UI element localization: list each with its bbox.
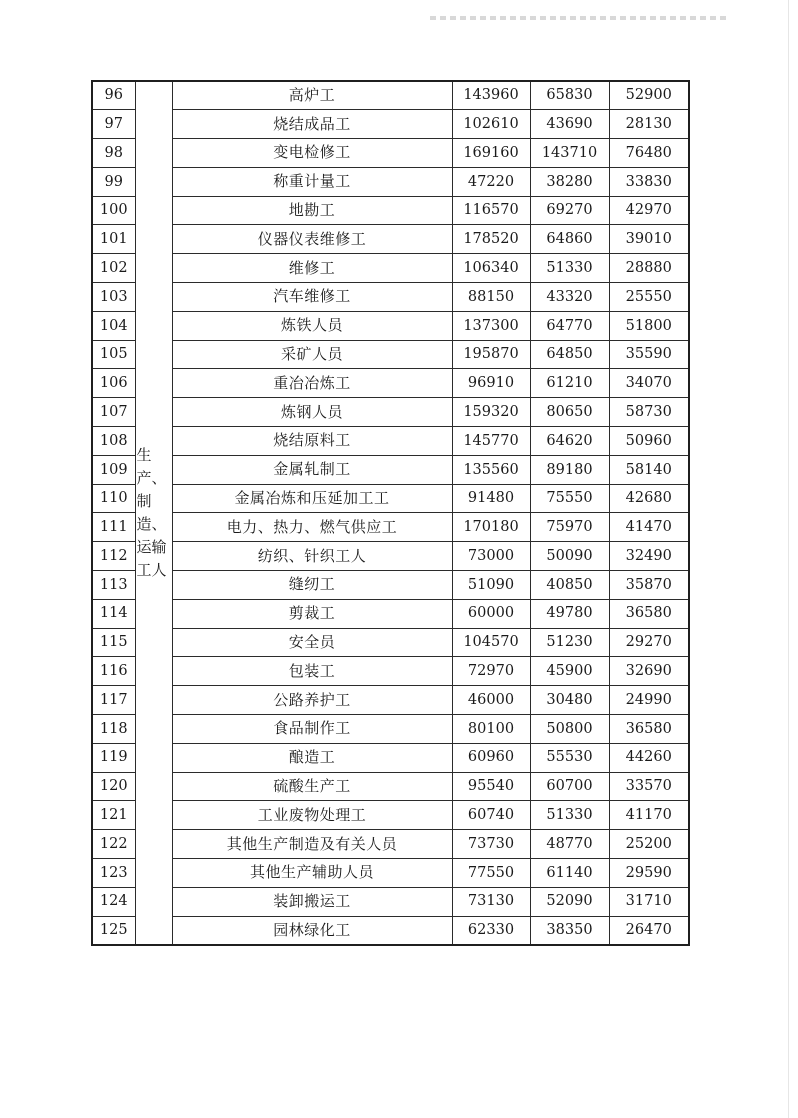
occupation-name: 园林绿化工 — [172, 916, 452, 945]
row-number: 104 — [92, 311, 135, 340]
value-col-1: 60740 — [452, 801, 530, 830]
occupation-name: 其他生产辅助人员 — [172, 859, 452, 888]
value-col-2: 69270 — [530, 196, 609, 225]
row-number: 121 — [92, 801, 135, 830]
value-col-3: 24990 — [609, 686, 689, 715]
value-col-2: 40850 — [530, 571, 609, 600]
occupation-name: 仪器仪表维修工 — [172, 225, 452, 254]
table-row — [92, 196, 689, 225]
value-col-2: 43690 — [530, 110, 609, 139]
table-row — [92, 110, 689, 139]
value-col-1: 104570 — [452, 628, 530, 657]
row-number: 124 — [92, 887, 135, 916]
occupation-name: 装卸搬运工 — [172, 887, 452, 916]
value-col-3: 35590 — [609, 340, 689, 369]
value-col-2: 143710 — [530, 139, 609, 168]
value-col-3: 33830 — [609, 167, 689, 196]
occupation-name: 酿造工 — [172, 743, 452, 772]
row-number: 111 — [92, 513, 135, 542]
value-col-2: 64850 — [530, 340, 609, 369]
occupation-name: 剪裁工 — [172, 599, 452, 628]
row-number: 99 — [92, 167, 135, 196]
occupation-name: 重冶冶炼工 — [172, 369, 452, 398]
value-col-1: 77550 — [452, 859, 530, 888]
value-col-2: 64860 — [530, 225, 609, 254]
value-col-3: 52900 — [609, 81, 689, 110]
row-number: 105 — [92, 340, 135, 369]
table-row — [92, 254, 689, 283]
occupation-name: 地勘工 — [172, 196, 452, 225]
table-row — [92, 225, 689, 254]
value-col-1: 178520 — [452, 225, 530, 254]
occupation-name: 电力、热力、燃气供应工 — [172, 513, 452, 542]
row-number: 118 — [92, 715, 135, 744]
value-col-3: 33570 — [609, 772, 689, 801]
occupation-name: 硫酸生产工 — [172, 772, 452, 801]
value-col-2: 64770 — [530, 311, 609, 340]
value-col-2: 43320 — [530, 283, 609, 312]
value-col-1: 159320 — [452, 398, 530, 427]
row-number: 108 — [92, 427, 135, 456]
row-number: 120 — [92, 772, 135, 801]
value-col-1: 88150 — [452, 283, 530, 312]
row-number: 103 — [92, 283, 135, 312]
row-number: 106 — [92, 369, 135, 398]
table-row — [92, 340, 689, 369]
row-number: 123 — [92, 859, 135, 888]
occupation-name: 工业废物处理工 — [172, 801, 452, 830]
value-col-1: 51090 — [452, 571, 530, 600]
table-row — [92, 801, 689, 830]
value-col-2: 45900 — [530, 657, 609, 686]
table-row — [92, 599, 689, 628]
value-col-1: 62330 — [452, 916, 530, 945]
occupation-name: 缝纫工 — [172, 571, 452, 600]
value-col-3: 29270 — [609, 628, 689, 657]
occupation-name: 称重计量工 — [172, 167, 452, 196]
value-col-1: 60000 — [452, 599, 530, 628]
value-col-1: 72970 — [452, 657, 530, 686]
table-row — [92, 513, 689, 542]
value-col-3: 26470 — [609, 916, 689, 945]
row-number: 115 — [92, 628, 135, 657]
value-col-1: 195870 — [452, 340, 530, 369]
row-number: 97 — [92, 110, 135, 139]
value-col-1: 73730 — [452, 830, 530, 859]
occupation-name: 炼铁人员 — [172, 311, 452, 340]
value-col-3: 44260 — [609, 743, 689, 772]
value-col-1: 116570 — [452, 196, 530, 225]
row-number: 117 — [92, 686, 135, 715]
table-row — [92, 571, 689, 600]
value-col-3: 36580 — [609, 599, 689, 628]
value-col-1: 60960 — [452, 743, 530, 772]
row-number: 102 — [92, 254, 135, 283]
value-col-3: 39010 — [609, 225, 689, 254]
table-row — [92, 455, 689, 484]
table-row — [92, 743, 689, 772]
header-scan-mark — [430, 16, 730, 20]
value-col-2: 75970 — [530, 513, 609, 542]
value-col-2: 51330 — [530, 801, 609, 830]
occupation-name: 包装工 — [172, 657, 452, 686]
value-col-3: 32490 — [609, 542, 689, 571]
value-col-2: 61210 — [530, 369, 609, 398]
value-col-2: 65830 — [530, 81, 609, 110]
page-edge — [788, 0, 789, 1118]
table-row — [92, 772, 689, 801]
table-row — [92, 887, 689, 916]
value-col-1: 96910 — [452, 369, 530, 398]
value-col-2: 75550 — [530, 484, 609, 513]
value-col-3: 42970 — [609, 196, 689, 225]
value-col-3: 41170 — [609, 801, 689, 830]
table-row — [92, 830, 689, 859]
value-col-1: 73000 — [452, 542, 530, 571]
table-row — [92, 81, 689, 110]
value-col-3: 25200 — [609, 830, 689, 859]
value-col-2: 89180 — [530, 455, 609, 484]
value-col-1: 145770 — [452, 427, 530, 456]
row-number: 112 — [92, 542, 135, 571]
table-row — [92, 484, 689, 513]
table-row — [92, 427, 689, 456]
value-col-2: 48770 — [530, 830, 609, 859]
value-col-2: 80650 — [530, 398, 609, 427]
table-row — [92, 686, 689, 715]
row-number: 107 — [92, 398, 135, 427]
row-number: 109 — [92, 455, 135, 484]
value-col-2: 51230 — [530, 628, 609, 657]
value-col-1: 47220 — [452, 167, 530, 196]
table-row — [92, 369, 689, 398]
table-row — [92, 715, 689, 744]
category-cell — [135, 81, 172, 945]
occupation-name: 纺织、针织工人 — [172, 542, 452, 571]
value-col-3: 35870 — [609, 571, 689, 600]
value-col-3: 28130 — [609, 110, 689, 139]
wage-table-body — [92, 81, 689, 945]
row-number: 114 — [92, 599, 135, 628]
occupation-name: 食品制作工 — [172, 715, 452, 744]
value-col-3: 58140 — [609, 455, 689, 484]
occupation-name: 其他生产制造及有关人员 — [172, 830, 452, 859]
row-number: 98 — [92, 139, 135, 168]
value-col-2: 61140 — [530, 859, 609, 888]
wage-table — [91, 80, 690, 946]
value-col-2: 55530 — [530, 743, 609, 772]
value-col-1: 106340 — [452, 254, 530, 283]
table-row — [92, 398, 689, 427]
row-number: 116 — [92, 657, 135, 686]
occupation-name: 金属冶炼和压延加工工 — [172, 484, 452, 513]
value-col-3: 50960 — [609, 427, 689, 456]
value-col-2: 49780 — [530, 599, 609, 628]
row-number: 100 — [92, 196, 135, 225]
value-col-1: 170180 — [452, 513, 530, 542]
occupation-name: 烧结原料工 — [172, 427, 452, 456]
value-col-1: 73130 — [452, 887, 530, 916]
value-col-3: 25550 — [609, 283, 689, 312]
occupation-name: 变电检修工 — [172, 139, 452, 168]
value-col-3: 31710 — [609, 887, 689, 916]
row-number: 122 — [92, 830, 135, 859]
value-col-3: 28880 — [609, 254, 689, 283]
table-row — [92, 628, 689, 657]
value-col-2: 52090 — [530, 887, 609, 916]
value-col-3: 42680 — [609, 484, 689, 513]
row-number: 125 — [92, 916, 135, 945]
table-row — [92, 311, 689, 340]
table-row — [92, 542, 689, 571]
value-col-3: 32690 — [609, 657, 689, 686]
value-col-2: 60700 — [530, 772, 609, 801]
table-row — [92, 167, 689, 196]
category-label: 生产、制造、运输工人 — [136, 445, 167, 579]
value-col-3: 29590 — [609, 859, 689, 888]
value-col-3: 34070 — [609, 369, 689, 398]
value-col-1: 91480 — [452, 484, 530, 513]
value-col-3: 36580 — [609, 715, 689, 744]
value-col-3: 58730 — [609, 398, 689, 427]
value-col-1: 143960 — [452, 81, 530, 110]
value-col-2: 50800 — [530, 715, 609, 744]
row-number: 96 — [92, 81, 135, 110]
value-col-3: 41470 — [609, 513, 689, 542]
value-col-1: 169160 — [452, 139, 530, 168]
occupation-name: 安全员 — [172, 628, 452, 657]
value-col-2: 30480 — [530, 686, 609, 715]
value-col-1: 102610 — [452, 110, 530, 139]
row-number: 110 — [92, 484, 135, 513]
value-col-1: 135560 — [452, 455, 530, 484]
value-col-1: 137300 — [452, 311, 530, 340]
occupation-name: 金属轧制工 — [172, 455, 452, 484]
row-number: 119 — [92, 743, 135, 772]
value-col-1: 46000 — [452, 686, 530, 715]
row-number: 113 — [92, 571, 135, 600]
value-col-2: 38280 — [530, 167, 609, 196]
value-col-2: 51330 — [530, 254, 609, 283]
occupation-name: 采矿人员 — [172, 340, 452, 369]
value-col-2: 38350 — [530, 916, 609, 945]
occupation-name: 高炉工 — [172, 81, 452, 110]
table-row — [92, 139, 689, 168]
occupation-name: 炼钢人员 — [172, 398, 452, 427]
occupation-name: 公路养护工 — [172, 686, 452, 715]
value-col-2: 50090 — [530, 542, 609, 571]
table-row — [92, 657, 689, 686]
table-row — [92, 859, 689, 888]
value-col-1: 95540 — [452, 772, 530, 801]
occupation-name: 汽车维修工 — [172, 283, 452, 312]
row-number: 101 — [92, 225, 135, 254]
value-col-1: 80100 — [452, 715, 530, 744]
value-col-3: 76480 — [609, 139, 689, 168]
value-col-2: 64620 — [530, 427, 609, 456]
occupation-name: 烧结成品工 — [172, 110, 452, 139]
value-col-3: 51800 — [609, 311, 689, 340]
table-row — [92, 916, 689, 945]
occupation-name: 维修工 — [172, 254, 452, 283]
table-row — [92, 283, 689, 312]
